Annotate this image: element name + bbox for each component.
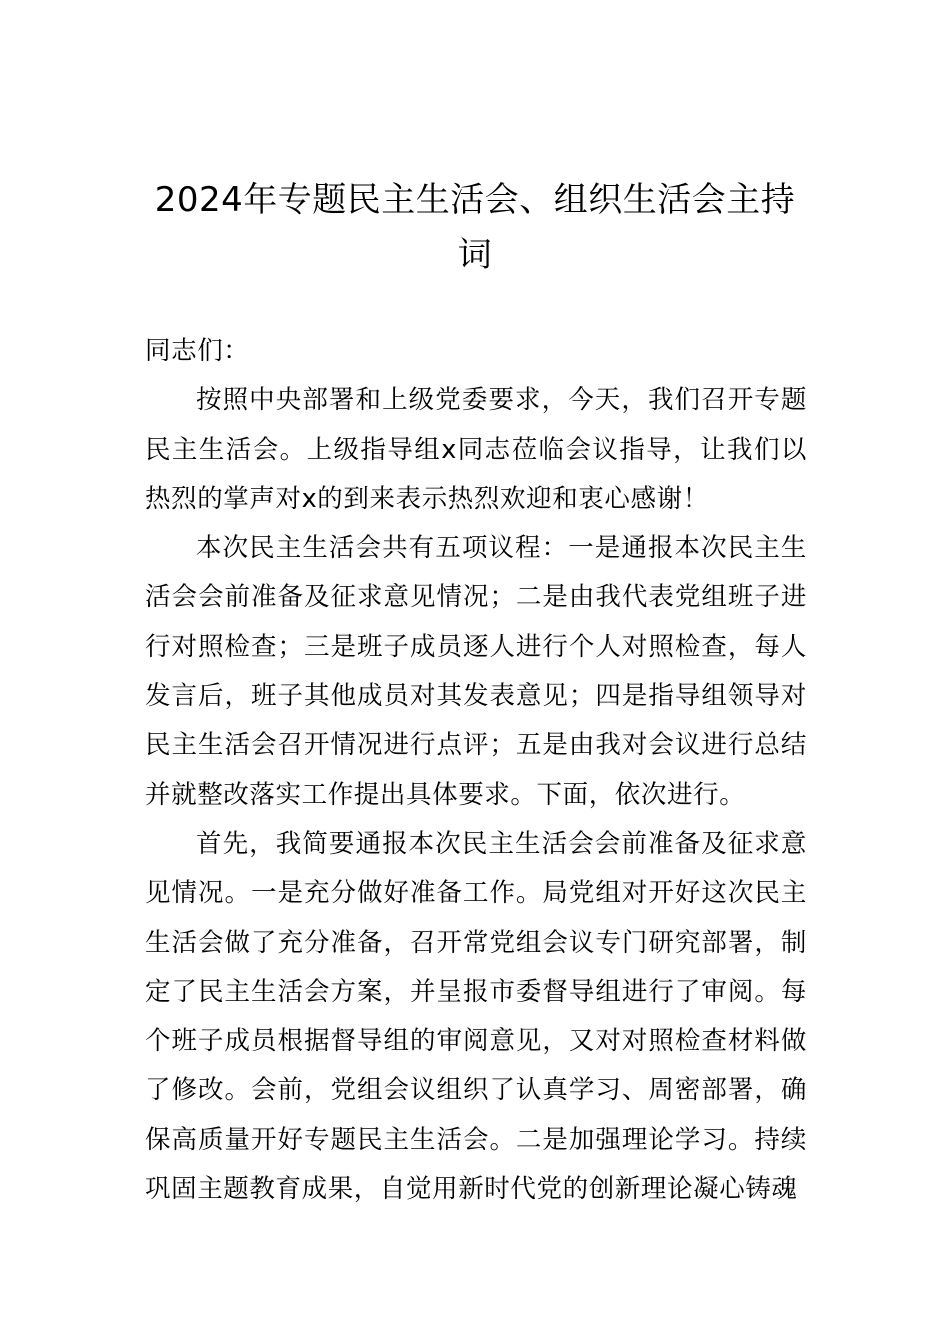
paragraph-opening: 按照中央部署和上级党委要求，今天，我们召开专题民主生活会。上级指导组x同志莅临会议指导，让我们以热烈的掌声对x的到来表示热烈欢迎和衷心感谢！ <box>145 385 807 514</box>
document-body <box>145 327 807 1214</box>
paragraph-preparation-report: 首先，我简要通报本次民主生活会会前准备及征求意见情况。一是充分做好准备工作。局党组对开好这次民主生活会做了充分准备，召开常党组会议专门研究部署，制定了民主生活会方案，并呈报市委督导组进行了审阅。每个班子成员根据督导组的审阅意见，又对对照检查材料做了修改。会前，党组会议组织了认真学习、周密部署，确保高质量开好专题民主生活会。二是加强理论学习。持续巩固主题教育成果，自觉用新时代党的创新理论凝心铸魂 <box>145 828 807 1205</box>
paragraph-agenda: 本次民主生活会共有五项议程：一是通报本次民主生活会会前准备及征求意见情况；二是由我代表党组班子进行对照检查；三是班子成员逐人进行个人对照检查，每人发言后，班子其他成员对其发表意见；四是指导组领导对民主生活会召开情况进行点评；五是由我对会议进行总结并就整改落实工作提出具体要求。下面，依次进行。 <box>145 533 807 810</box>
document-title: 2024年专题民主生活会、组织生活会主持词 <box>154 180 796 275</box>
salutation: 同志们： <box>145 336 250 366</box>
